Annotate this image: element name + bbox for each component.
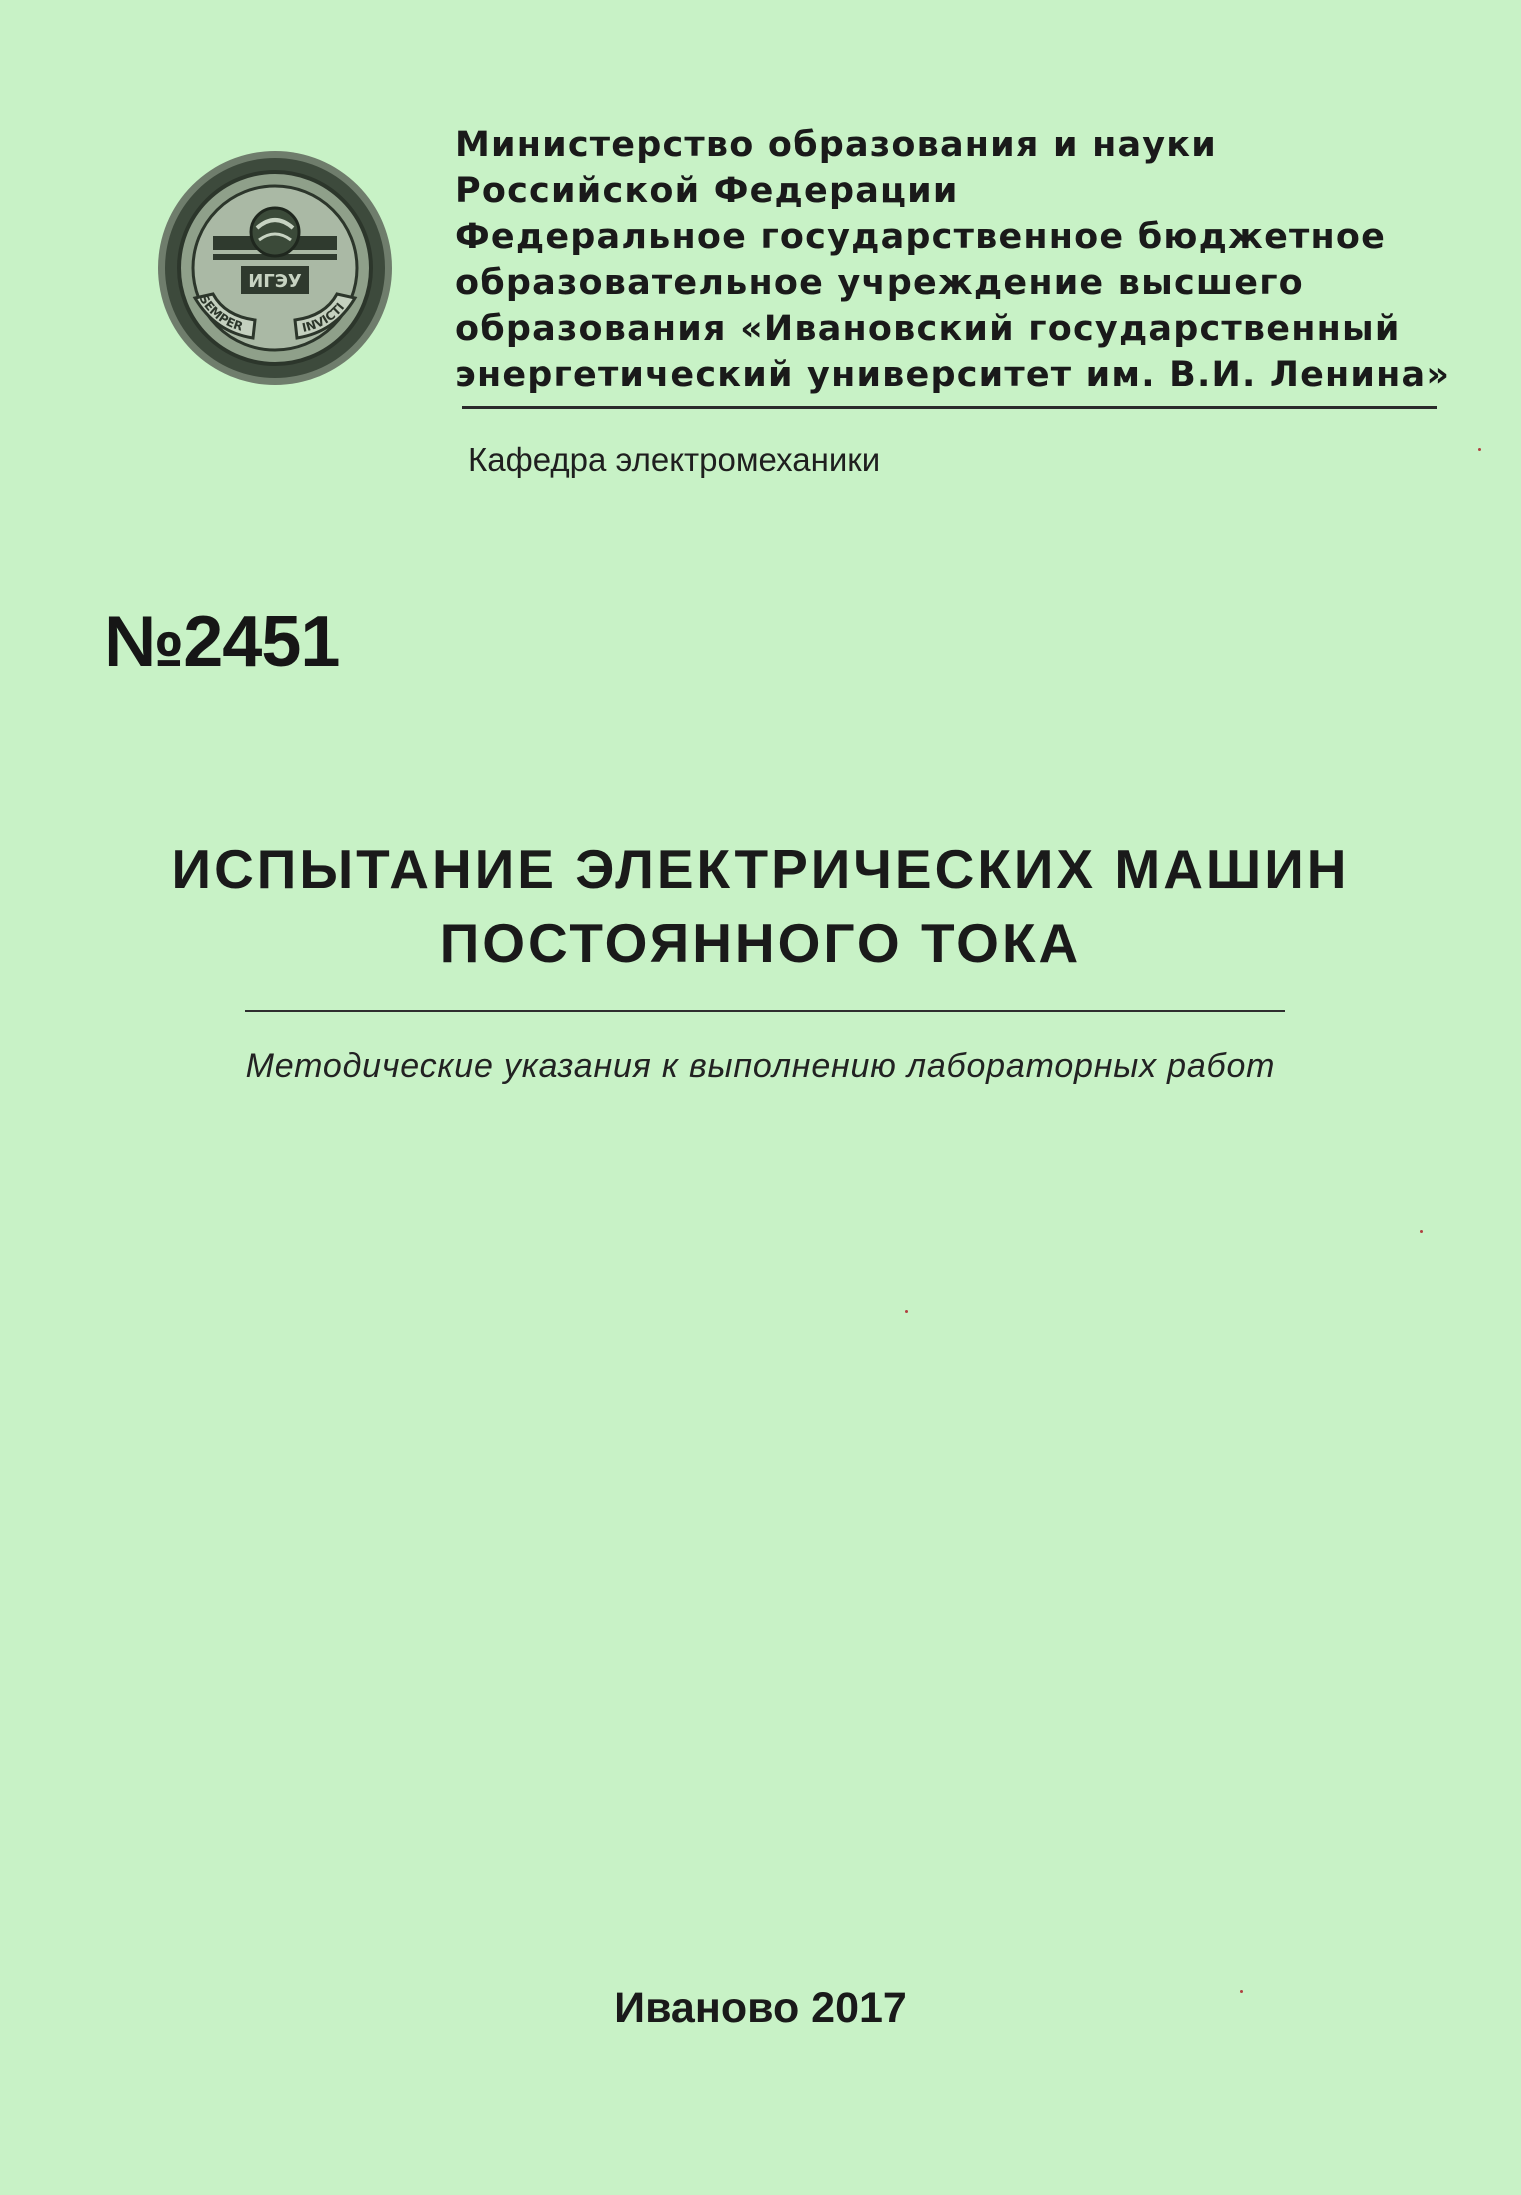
university-seal-icon [155, 148, 395, 388]
header-line: Федеральное государственное бюджетное [455, 217, 1387, 257]
title-line: ПОСТОЯННОГО ТОКА [439, 912, 1082, 974]
header-line: образовательное учреждение высшего [455, 263, 1304, 303]
paper-speck [1478, 448, 1481, 451]
imprint-city-year: Иваново 2017 [614, 1984, 907, 2032]
header-line: энергетический университет им. В.И. Ленина» [455, 355, 1451, 395]
paper-speck [1420, 1230, 1423, 1233]
department-name: Кафедра электромеханики [468, 441, 881, 478]
header-line: образования «Ивановский государственный [455, 309, 1401, 349]
title-line: ИСПЫТАНИЕ ЭЛЕКТРИЧЕСКИХ МАШИН [171, 838, 1350, 900]
title-divider [245, 1010, 1285, 1012]
seal-ribbon-right: INVICTI [300, 300, 348, 335]
paper-speck [905, 1310, 908, 1313]
header-divider [462, 406, 1437, 409]
seal-ribbon-left: SEMPER [196, 292, 245, 334]
header-line: Российской Федерации [455, 171, 959, 211]
header-line: Министерство образования и науки [455, 125, 1217, 165]
paper-speck [1240, 1990, 1243, 1993]
document-subtitle: Методические указания к выполнению лабораторных работ [245, 1047, 1276, 1085]
seal-center-text: ИГЭУ [248, 271, 302, 292]
institution-header [455, 122, 1455, 398]
document-title [0, 832, 1521, 980]
document-number: №2451 [104, 602, 340, 682]
